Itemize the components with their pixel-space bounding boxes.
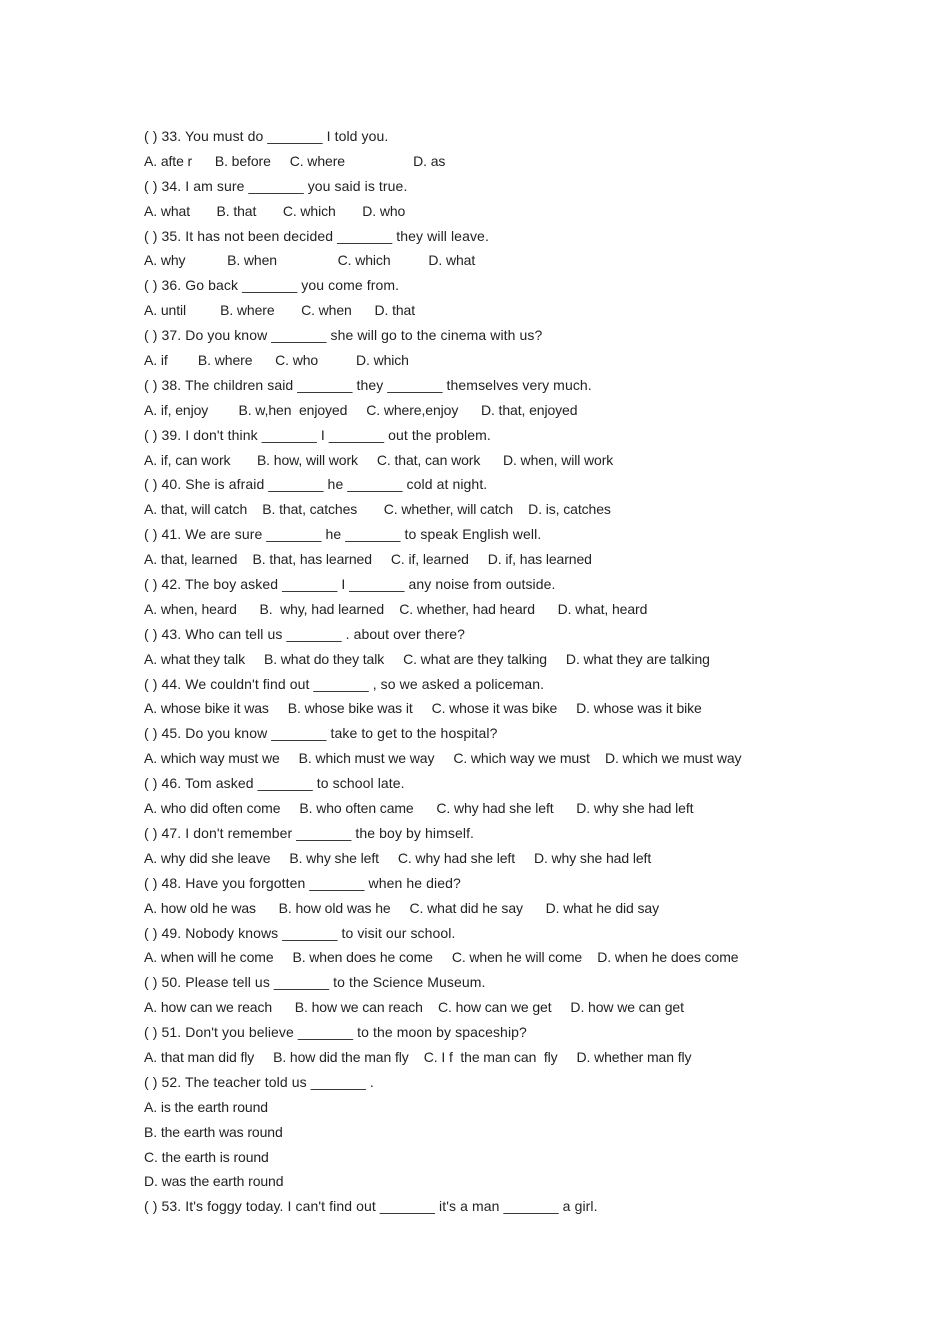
question-line: ( ) 49. Nobody knows _______ to visit our school.	[144, 924, 456, 941]
exercise-list	[144, 124, 864, 1219]
options-line: A. that man did fly B. how did the man fly C. I f the man can fly D. whether man fly	[144, 1048, 692, 1065]
options-line: A. if, enjoy B. w,hen enjoyed C. where,enjoy D. that, enjoyed	[144, 401, 578, 418]
options-line: A. until B. where C. when D. that	[144, 302, 416, 319]
options-line: A. if B. where C. who D. which	[144, 352, 409, 369]
options-line: A. who did often come B. who often came C. why had she left D. why she had left	[144, 800, 694, 817]
question-line: ( ) 51. Don't you believe _______ to the moon by spaceship?	[144, 1024, 527, 1041]
options-line: A. whose bike it was B. whose bike was it C. whose it was bike D. whose was it bike	[144, 700, 702, 717]
options-line: A. if, can work B. how, will work C. that, can work D. when, will work	[144, 451, 614, 468]
question-line: ( ) 53. It's foggy today. I can't find out _______ it's a man _______ a girl.	[144, 1198, 598, 1215]
options-line: A. is the earth round	[144, 1098, 268, 1115]
question-line: ( ) 52. The teacher told us _______ .	[144, 1073, 374, 1090]
options-line: C. the earth is round	[144, 1148, 269, 1165]
options-line: A. afte r B. before C. where D. as	[144, 152, 446, 169]
options-line: A. when, heard B. why, had learned C. whether, had heard D. what, heard	[144, 600, 648, 617]
question-line: ( ) 35. It has not been decided _______ they will leave.	[144, 227, 489, 244]
question-line: ( ) 40. She is afraid _______ he _______ cold at night.	[144, 476, 488, 493]
question-line: ( ) 45. Do you know _______ take to get to the hospital?	[144, 725, 498, 742]
options-line: A. how old he was B. how old was he C. what did he say D. what he did say	[144, 899, 660, 916]
question-line: ( ) 46. Tom asked _______ to school late.	[144, 775, 405, 792]
question-line: ( ) 43. Who can tell us _______ . about over there?	[144, 625, 466, 642]
question-line: ( ) 33. You must do _______ I told you.	[144, 128, 389, 144]
options-line: A. that, will catch B. that, catches C. whether, will catch D. is, catches	[144, 501, 611, 518]
question-line: ( ) 37. Do you know _______ she will go to the cinema with us?	[144, 327, 543, 344]
options-line: A. why B. when C. which D. what	[144, 252, 476, 269]
question-line: ( ) 36. Go back _______ you come from.	[144, 277, 400, 294]
question-line: ( ) 44. We couldn't find out _______ , so we asked a policeman.	[144, 675, 545, 692]
question-line: ( ) 42. The boy asked _______ I _______ any noise from outside.	[144, 576, 556, 593]
question-line: ( ) 34. I am sure _______ you said is true.	[144, 177, 408, 194]
options-line: B. the earth was round	[144, 1123, 283, 1140]
question-line: ( ) 39. I don't think _______ I _______ out the problem.	[144, 426, 491, 443]
options-line: A. why did she leave B. why she left C. why had she left D. why she had left	[144, 849, 652, 866]
question-line: ( ) 38. The children said _______ they _______ themselves very much.	[144, 376, 592, 393]
options-line: A. what they talk B. what do they talk C. what are they talking D. what they are talking	[144, 650, 710, 667]
options-line: D. was the earth round	[144, 1173, 284, 1190]
options-line: A. that, learned B. that, has learned C. if, learned D. if, has learned	[144, 551, 592, 568]
question-line: ( ) 47. I don't remember _______ the boy by himself.	[144, 824, 475, 841]
question-line: ( ) 50. Please tell us _______ to the Science Museum.	[144, 974, 486, 991]
options-line: A. what B. that C. which D. who	[144, 202, 406, 219]
question-line: ( ) 48. Have you forgotten _______ when he died?	[144, 874, 461, 891]
options-line: A. when will he come B. when does he come C. when he will come D. when he does come	[144, 949, 739, 966]
options-line: A. which way must we B. which must we way C. which way we must D. which we must way	[144, 750, 742, 767]
question-line: ( ) 41. We are sure _______ he _______ to speak English well.	[144, 526, 542, 543]
options-line: A. how can we reach B. how we can reach C. how can we get D. how we can get	[144, 999, 684, 1016]
